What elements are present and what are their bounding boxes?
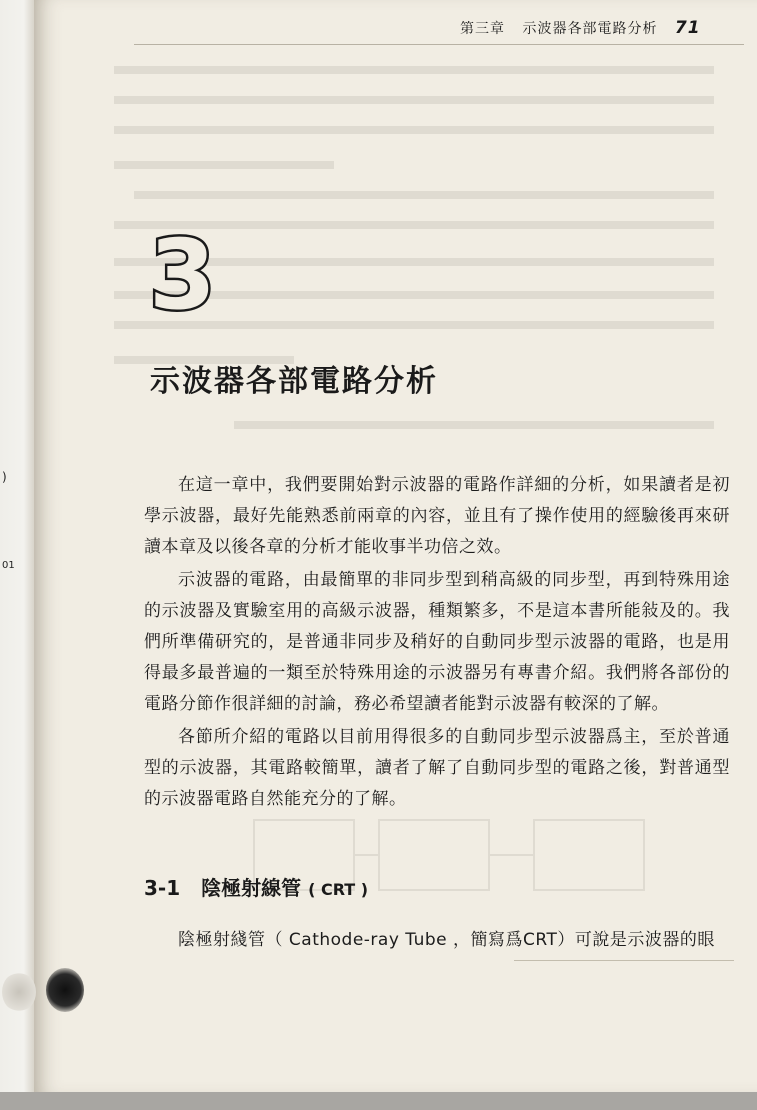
paragraph: 各節所介紹的電路以目前用得很多的自動同步型示波器爲主，至於普通型的示波器，其電路較簡單，讀者了解了自動同步型的電路之後，對普通型的示波器電路自然能充分的了解。 [144, 727, 730, 809]
facing-page-edge [0, 0, 34, 1110]
chapter-title: 示波器各部電路分析 [150, 364, 438, 399]
running-header-chapter: 第三章 [460, 21, 505, 37]
paragraph: 示波器的電路，由最簡單的非同步型到稍高級的同步型，再到特殊用途的示波器及實驗室用的高級示波器，種類繁多，不是這本書所能敍及的。我們所準備研究的，是普通非同步及稍好的自動同步型示波器的電路，也是用得最多最普遍的一類至於特殊用途的示波器另有專書介紹。我們將各部份的電路分節作很詳細的討論，務必希望讀者能對示波器有較深的了解。 [144, 570, 730, 714]
page-number: 71 [674, 18, 701, 38]
paragraph: 在這一章中，我們要開始對示波器的電路作詳細的分析，如果讀者是初學示波器，最好先能熟悉前兩章的內容，並且有了操作使用的經驗後再來研讀本章及以後各章的分析才能收事半功倍之效。 [144, 475, 730, 557]
scanner-bed-edge [0, 1092, 757, 1110]
body-text [144, 470, 730, 817]
binding-hole-shadow [2, 972, 36, 1012]
chapter-number: 3 [149, 228, 216, 318]
running-header [460, 18, 701, 38]
chapter-number-graphic [144, 228, 234, 318]
margin-mark-digits: 01 [2, 560, 15, 571]
margin-mark-paren: ) [2, 470, 7, 484]
section-title: 陰極射線管 [201, 876, 302, 900]
running-header-topic: 示波器各部電路分析 [522, 21, 658, 37]
binding-hole [46, 968, 84, 1012]
section-heading [144, 872, 368, 901]
header-rule [134, 44, 744, 45]
section-suffix: ( CRT ) [308, 880, 369, 899]
section-number: 3-1 [144, 876, 181, 900]
bottom-rule [514, 960, 734, 961]
continuing-paragraph: 陰極射綫管（ Cathode-ray Tube ，簡寫爲CRT）可說是示波器的眼 [178, 930, 715, 950]
book-page [34, 0, 757, 1092]
